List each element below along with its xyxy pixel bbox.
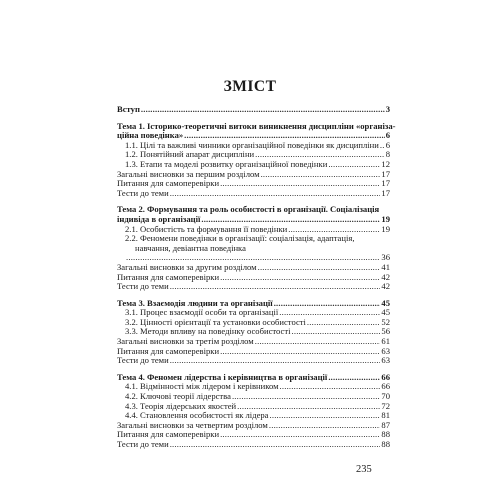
toc-entry-line: Тема 1. Історико-теоретичні витоки виникнення дисципліни «організа- [117, 120, 396, 131]
toc-entry-title: 3.1. Процес взаємодії особи та організації [125, 307, 279, 318]
toc-entry-page: 6 [385, 130, 390, 141]
toc-entry-page: 17 [381, 178, 390, 189]
page-title: ЗМІСТ [223, 78, 277, 95]
toc-entry-page: 6 [385, 139, 390, 150]
toc-entry-title: Тести до теми [117, 355, 169, 366]
toc-entry-title: 4.2. Ключові теорії лідерства [125, 391, 231, 402]
toc-entry [117, 440, 390, 450]
toc-entry-line: навчання, девіантна поведінка [135, 242, 246, 253]
dot-leader [269, 421, 381, 431]
toc-entry-title: індивіда в організації [117, 213, 201, 224]
dot-leader [220, 273, 380, 283]
toc-entry-page: 45 [381, 297, 390, 308]
toc-entry-page: 17 [381, 168, 390, 179]
toc-entry-page: 36 [381, 252, 390, 263]
dot-leader [380, 141, 385, 151]
dot-leader [170, 189, 381, 199]
toc-entry-title: Питання для самоперевірки [117, 271, 220, 282]
dot-leader [170, 282, 381, 292]
toc-entry-page: 12 [381, 158, 390, 169]
dot-leader [220, 179, 380, 189]
toc-entry-page: 66 [381, 381, 390, 392]
toc-entry-page: 19 [381, 223, 390, 234]
toc-entry-title: 1.3. Етапи та моделі розвитку організаційної поведінки [125, 158, 328, 169]
toc-entry-title: Тести до теми [117, 439, 169, 449]
dot-leader [232, 392, 380, 402]
toc-entry [117, 282, 390, 292]
toc-entry-title: Тема 4. Феномен лідерства і керівництва в організації [117, 371, 328, 382]
toc-entry-page: 8 [385, 149, 390, 160]
toc-entry-title: ційна поведінка» [117, 130, 184, 141]
toc-entry [117, 189, 390, 199]
toc-entry [117, 120, 396, 141]
toc-entry-page: 56 [381, 326, 390, 337]
toc-entry-title: Питання для самоперевірки [117, 345, 220, 356]
dot-leader [292, 327, 381, 337]
toc-entry-page: 45 [381, 307, 390, 318]
toc-entry-title: Питання для самоперевірки [117, 429, 220, 440]
toc-entry [117, 205, 390, 224]
toc-entry-page: 70 [381, 391, 390, 402]
toc-entry-page: 72 [381, 400, 390, 411]
toc-entry-title: Вступ [117, 104, 140, 114]
toc-entry-page: 81 [381, 410, 390, 421]
toc-entry-title: 4.3. Теорія лідерських якостей [125, 400, 237, 411]
toc-entry-title: 4.4. Становлення особистості як лідера [125, 410, 269, 421]
toc-entry-line: Тема 2. Формування та роль особистості в організації. Соціалізація [117, 204, 380, 215]
dot-leader [328, 160, 380, 170]
toc-entry-title: 1.2. Понятійний апарат дисципліни [125, 149, 255, 160]
toc-entry-title: 3.2. Цінності орієнтації та установки особистості [125, 316, 306, 327]
toc-entry-page: 66 [381, 371, 390, 382]
table-of-contents [117, 104, 396, 450]
toc-entry [117, 105, 390, 115]
toc-entry-page: 63 [381, 345, 390, 356]
dot-leader [141, 105, 385, 115]
dot-leader [220, 347, 380, 357]
toc-entry-page: 42 [381, 281, 390, 292]
dot-leader [258, 263, 381, 273]
toc-entry-title: 1.1. Цілі та важливі чинники організаційної поведінки як дисципліни [125, 139, 379, 150]
toc-entry-title: 4.1. Відмінності між лідером і керівником [125, 381, 279, 392]
toc-entry-title: Тести до теми [117, 187, 169, 198]
toc-entry-page: 3 [385, 104, 390, 114]
dot-leader [270, 411, 381, 421]
toc-entry-title: Тести до теми [117, 281, 169, 292]
toc-entry-title: Загальні висновки за другим розділом [117, 261, 257, 272]
dot-leader [274, 299, 381, 309]
dot-leader [261, 170, 381, 180]
toc-entry-title: 2.1. Особистість та формування її поведінки [125, 223, 288, 234]
toc-entry-line: 2.2. Феномени поведінки в організації: соціалізація, адаптація, [125, 233, 355, 244]
toc-entry-page: 87 [381, 419, 390, 430]
dot-leader [170, 356, 381, 366]
toc-entry-title: Тема 3. Взаємодія людини та організації [117, 297, 273, 308]
dot-leader [220, 430, 380, 440]
page-number: 235 [356, 464, 372, 475]
toc-entry [117, 234, 390, 263]
toc-entry-page: 63 [381, 355, 390, 366]
toc-entry-page: 41 [381, 261, 390, 272]
toc-entry-page: 42 [381, 271, 390, 282]
dot-leader [280, 382, 381, 392]
toc-entry-page: 61 [381, 336, 390, 347]
dot-leader [170, 440, 381, 450]
toc-entry-title: Питання для самоперевірки [117, 178, 220, 189]
toc-entry-title: Загальні висновки за першим розділом [117, 168, 260, 179]
toc-entry-title: 3.3. Методи впливу на поведінку особистості [125, 326, 291, 337]
toc-entry-page: 17 [381, 187, 390, 198]
toc-entry-page: 88 [381, 439, 390, 449]
toc-entry-page: 52 [381, 316, 390, 327]
toc-entry-title: Загальні висновки за четвертим розділом [117, 419, 268, 430]
toc-entry-page: 88 [381, 429, 390, 440]
toc-entry [117, 356, 390, 366]
dot-leader [307, 318, 380, 328]
dot-leader [255, 337, 381, 347]
toc-entry-page: 19 [381, 213, 390, 224]
dot-leader [328, 373, 380, 383]
toc-entry-title: Загальні висновки за третім розділом [117, 336, 254, 347]
